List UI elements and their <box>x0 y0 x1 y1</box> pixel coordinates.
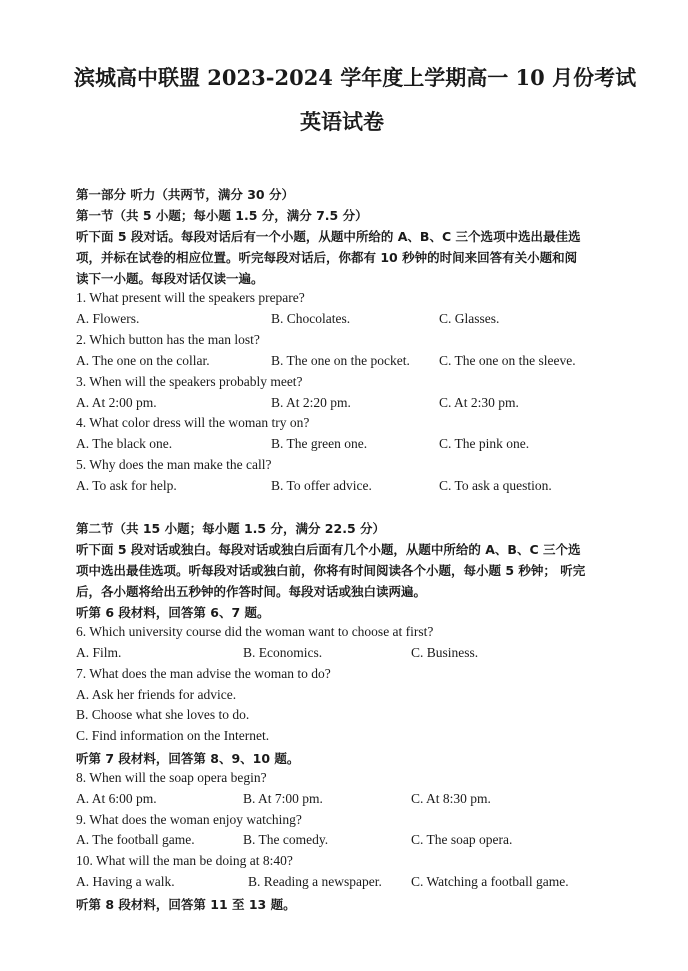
question-stem: 8. When will the soap opera begin? <box>76 770 267 785</box>
material-heading: 听第 7 段材料，回答第 8、9、10 题。 <box>76 751 300 766</box>
section1-instruction-line: 项，并标在试卷的相应位置。听完每段对话后，你都有 10 秒钟的时间来回答有关小题和阅 <box>76 250 578 265</box>
section2-instruction-line: 项中选出最佳选项。听每段对话或独白前，你将有时间阅读各个小题，每小题 5 秒钟； 听完 <box>76 563 586 578</box>
section1-instruction-line: 听下面 5 段对话。每段对话后有一个小题，从题中所给的 A、B、C 三个选项中选出最佳选 <box>76 229 581 244</box>
question-stem: 7. What does the man advise the woman to do? <box>76 666 331 681</box>
option-a: A. To ask for help. <box>76 478 177 493</box>
option-c: C. Find information on the Internet. <box>76 728 270 743</box>
option-c: C. The pink one. <box>439 436 530 451</box>
option-a: A. At 2:00 pm. <box>76 395 157 410</box>
option-b: B. To offer advice. <box>271 478 372 493</box>
option-b: B. Economics. <box>243 645 323 660</box>
exam-subtitle: 英语试卷 <box>300 109 384 134</box>
option-c: C. To ask a question. <box>439 478 552 493</box>
option-c: C. At 8:30 pm. <box>411 791 491 806</box>
option-a: A. Having a walk. <box>76 874 175 889</box>
option-a: A. The one on the collar. <box>76 353 210 368</box>
option-b: B. Choose what she loves to do. <box>76 707 250 722</box>
option-c: C. The soap opera. <box>411 832 513 847</box>
section1-heading: 第一节（共 5 小题；每小题 1.5 分，满分 7.5 分） <box>76 208 368 223</box>
option-a: A. Flowers. <box>76 311 140 326</box>
section2-instruction-line: 听下面 5 段对话或独白。每段对话或独白后面有几个小题，从题中所给的 A、B、C 三个选 <box>76 542 581 557</box>
option-a: A. The black one. <box>76 436 173 451</box>
question-stem: 2. Which button has the man lost? <box>76 332 260 347</box>
option-b: B. Chocolates. <box>271 311 351 326</box>
option-c: C. Business. <box>411 645 479 660</box>
section1-instruction-line: 读下一小题。每段对话仅读一遍。 <box>76 271 264 286</box>
material-heading: 听第 6 段材料，回答第 6、7 题。 <box>76 605 270 620</box>
option-c: C. Watching a football game. <box>411 874 569 889</box>
option-b: B. The green one. <box>271 436 368 451</box>
question-stem: 3. When will the speakers probably meet? <box>76 374 303 389</box>
option-a: A. The football game. <box>76 832 195 847</box>
exam-title: 滨城高中联盟 2023-2024 学年度上学期高一 10 月份考试 <box>74 65 637 90</box>
section2-instruction-line: 后，各小题将给出五秒钟的作答时间。每段对话或独白读两遍。 <box>76 584 427 599</box>
question-stem: 5. Why does the man make the call? <box>76 457 272 472</box>
option-c: C. The one on the sleeve. <box>439 353 576 368</box>
part1-heading: 第一部分 听力（共两节，满分 30 分） <box>76 187 294 202</box>
question-stem: 6. Which university course did the woman want to choose at first? <box>76 624 434 639</box>
option-a: A. At 6:00 pm. <box>76 791 157 806</box>
option-a: A. Ask her friends for advice. <box>76 687 237 702</box>
option-c: C. Glasses. <box>439 311 500 326</box>
option-b: B. At 7:00 pm. <box>243 791 323 806</box>
option-b: B. At 2:20 pm. <box>271 395 351 410</box>
material-heading: 听第 8 段材料，回答第 11 至 13 题。 <box>76 897 296 912</box>
option-c: C. At 2:30 pm. <box>439 395 519 410</box>
question-stem: 9. What does the woman enjoy watching? <box>76 812 302 827</box>
question-stem: 1. What present will the speakers prepare? <box>76 290 305 305</box>
option-b: B. The comedy. <box>243 832 329 847</box>
option-b: B. Reading a newspaper. <box>248 874 382 889</box>
option-b: B. The one on the pocket. <box>271 353 410 368</box>
question-stem: 4. What color dress will the woman try on? <box>76 415 310 430</box>
option-a: A. Film. <box>76 645 122 660</box>
question-stem: 10. What will the man be doing at 8:40? <box>76 853 293 868</box>
section2-heading: 第二节（共 15 小题；每小题 1.5 分，满分 22.5 分） <box>76 521 385 536</box>
